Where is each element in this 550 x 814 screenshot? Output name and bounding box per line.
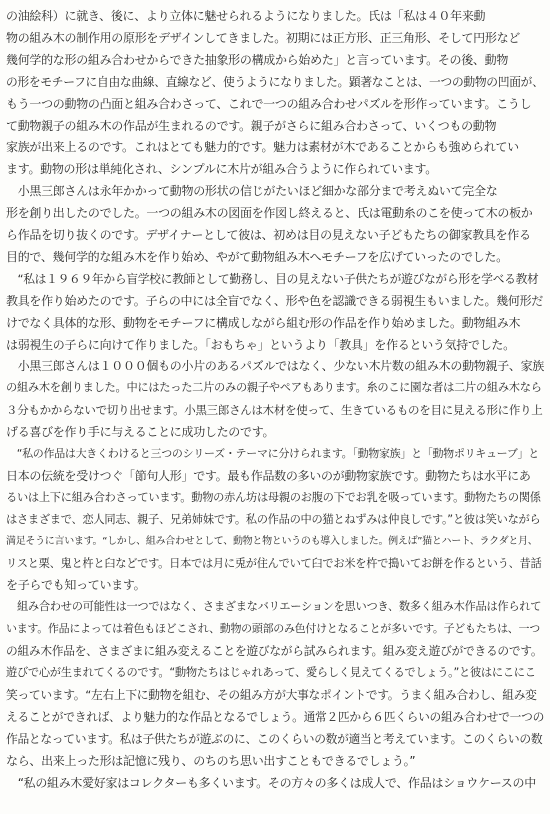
- text-line: 小黒三郎さんは永年かかって動物の形状の信じがたいほど細かな部分まで考えぬいて完全な: [6, 184, 498, 199]
- text-line: 家族が出来上るのです。これはとても魅力的です。魅力は素材が木であることからも強められてい: [6, 140, 519, 155]
- text-line: ら作品を切り抜くのです。デザイナーとして彼は、初めは目の見えない子どもたちの御家教具を作る: [6, 228, 531, 242]
- text-line: 満足そうに言います。“しかし、組み合わせとして、動物と物というのも導入しました。例えば”猫とハート、ラクダと月、: [6, 535, 538, 547]
- text-line: て動物親子の組み木の作品が生まれるのです。親子がさらに組み合わさって、いくつもの動物: [6, 118, 497, 133]
- text-line: もう一つの動物の凸面と組み合わさって、これで一つの組み合わせパズルを形作っています。こうし: [6, 96, 532, 111]
- text-line: 笑っています。“左右上下に動物を組む、その組み方が大事なポイントです。うまく組み合わし、組み変: [6, 687, 537, 702]
- text-line: 目的で、幾何学的な組み木を作り始め、やがて動物組み木へモチーフを広げていったのでした。: [6, 249, 508, 264]
- text-line: は弱視生の子らに向けて作りました。「おもちゃ」というより「教具」を作るという気持でした。: [6, 337, 515, 352]
- text-line: “私は１９６９年から盲学校に教師として勤務し、目の見えない子供たちが遊びながら形を学べる教材: [6, 271, 539, 286]
- text-line: 教具を作り始めたのです。子らの中には全盲でなく、形や色を認識できる弱視生もいました。幾何形だ: [6, 293, 544, 308]
- text-line: けでなく具体的な形、動物をモチーフに構成しながら組む形の作品を作り始めました。動物組み木: [6, 315, 521, 330]
- text-line: 作品となっています。私は子供たちが遊ぶのに、このくらいの数が適当と考えています。このくらいの数: [6, 731, 543, 746]
- text-line: 形を創り出したのでした。一つの組み木の図面を作図し終えると、氏は電動糸のこを使って木の板か: [6, 206, 533, 221]
- text-line: の組み木作品を、さまざまに組み変えることを遊びながら試みられます。組み変え遊びができるのです。: [6, 644, 543, 659]
- text-line: はさまざまで、恋人同志、親子、兄弟姉妹です。私の作品の中の猫とねずみは仲良しです。”と彼は笑いながら: [6, 512, 541, 526]
- text-line: なら、出来上った形は記憶に残り、のちのち思い出すこともできるでしょう。”: [6, 753, 416, 768]
- text-line: の組み木を創りました。中にはたった二片のみの親子やペアもあります。糸のこに園な者は二片の組み木なら: [6, 381, 542, 395]
- text-line: げる喜びを作り手に与えることに成功したのです。: [6, 425, 275, 440]
- text-line: を子らでも知っています。: [6, 578, 146, 593]
- text-line: 物の組み木の制作用の原形をデザインしてきました。初期には正方形、正三角形、そして円形など: [6, 30, 520, 45]
- text-line: ます。動物の形は単純化され、シンプルに木片が組み合うように作られています。: [6, 162, 437, 177]
- text-line: の形をモチーフに自由な曲線、直線など、使うようになりました。顕著なことは、一つの動物の凹面が、: [6, 74, 544, 89]
- text-line: の油絵科）に就き、後に、より立体に魅せられるようになりました。氏は「私は４０年来動: [6, 9, 486, 23]
- text-line: “私の組み木愛好家はコレクターも多くいます。その方々の多くは成人で、作品はショウケースの中: [6, 775, 536, 790]
- text-line: “私の作品は大きくわけると三つのシリーズ・テーマに分けられます。「動物家族」と「動物ポリキューブ」と: [6, 447, 539, 460]
- text-line: リスと栗、鬼と杵と臼などです。日本では月に兎が住んでいて臼でお米を杵で搗いてお餅を作るという、昔話: [6, 556, 542, 570]
- text-line: ３分もかからないで切り出せます。小黒三郎さんは木材を使って、生きているものを目に見える形に作り上: [6, 403, 543, 418]
- text-line: えることができれば、より魅力的な作品となるでしょう。通常２匹から６匹くらいの組み合わせで一つの: [6, 709, 545, 724]
- text-line: 幾何学的な形の組み合わせからできた抽象形の構成から始めた」と言っています。その後、動物: [6, 52, 509, 67]
- text-line: 小黒三郎さんは１０００個もの小片のあるパズルではなく、少ない木片数の組み木の動物親子、家族: [6, 359, 544, 374]
- text-line: います。作品によっては着色もほどこされ、動物の頭部のみ色付けとなることが多いです。子どもたちは、一つ: [6, 622, 540, 636]
- text-line: 日本の伝統を受けつぐ「節句人形」です。最も作品数の多いのが動物家族です。動物たちは水平にあ: [6, 468, 531, 483]
- text-line: 組み合わせの可能性は一つではなく、さまざまなバリエーションを思いつき、数多く組み木作品は作られて: [6, 600, 542, 614]
- text-line: るいは上下に組み合わさっています。動物の赤ん坊は母親のお腹の下でお乳を吸っています。動物たちの関係: [6, 490, 541, 504]
- text-line: 遊びで心が生まれてくるのです。“動物たちはじゃれあって、愛らしく見えてくるでしょう。”と彼はにこにこ: [6, 666, 536, 679]
